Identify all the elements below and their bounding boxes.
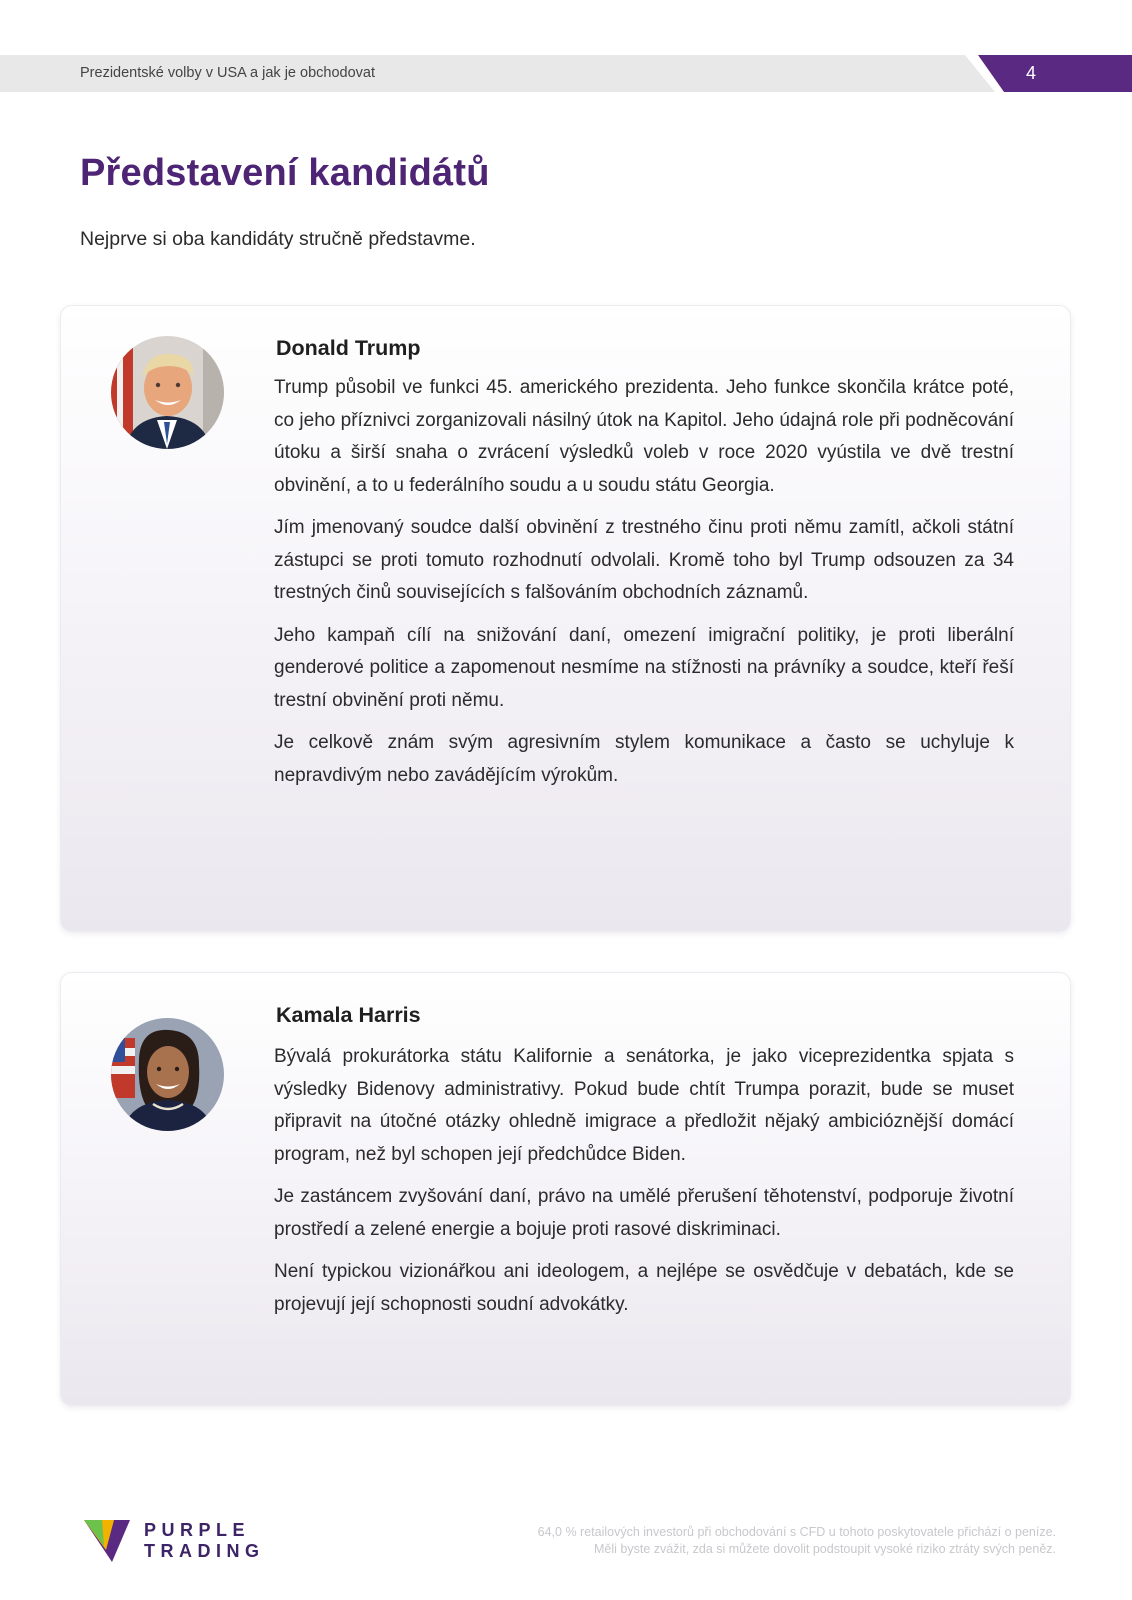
candidate-name: Kamala Harris [276,1003,421,1027]
risk-disclaimer: 64,0 % retailových investorů při obchodování s CFD u tohoto poskytovatele přichází o peníze. Měli byste zvážit, zda si můžete dovolit podstoupit vysoké riziko ztráty svých peněz. [537,1525,1056,1556]
bio-paragraph: Není typickou vizionářkou ani ideologem, a nejlépe se osvědčuje v debatách, kde se projevují její schopnosti soudní advokátky. [274,1261,1014,1315]
harris-portrait [111,1018,224,1131]
header-title: Prezidentské volby v USA a jak je obchodovat [80,65,375,81]
candidate-card-trump [60,305,1071,932]
bio-paragraph: Je celkově znám svým agresivním stylem komunikace a často se uchyluje k nepravdivým nebo zavádějícím výrokům. [274,732,1014,786]
header-purple-tab [978,55,1132,92]
trump-portrait [111,336,224,449]
bio-paragraph: Jeho kampaň cílí na snižování daní, omezení imigrační politiky, je proti liberální genderové politice a zapomenout nesmíme na stížnosti na právníky a soudce, kteří řeší trestní obvinění proti němu. [274,624,1014,711]
candidate-bio [274,372,1014,802]
candidate-bio [274,1041,1014,1331]
candidate-name: Donald Trump [276,336,421,360]
bio-paragraph: Jím jmenovaný soudce další obvinění z trestného činu proti němu zamítl, ačkoli státní zástupci se proti tomuto rozhodnutí odvolali. Kromě toho byl Trump odsouzen za 34 trestných činů souvisejících s falšováním obchodních záznamů. [274,517,1014,603]
bio-paragraph: Je zastáncem zvyšování daní, právo na umělé přerušení těhotenství, podporuje životní prostředí a zelené energie a bojuje proti rasové diskriminaci. [274,1186,1014,1240]
logo-mark-icon [84,1520,130,1562]
intro-text: Nejprve si oba kandidáty stručně představme. [80,228,476,250]
page-title: Představení kandidátů [80,152,490,194]
logo-wordmark: PURPLE TRADING [144,1520,265,1561]
candidate-card-harris [60,972,1071,1406]
header-band [0,55,1132,92]
bio-paragraph: Bývalá prokurátorka státu Kalifornie a senátorka, je jako viceprezidentka spjata s výsledky Bidenovy administrativy. Pokud bude chtít Trumpa porazit, bude se muset připravit na útočné otázky ohledně imigrace a předložit nějaký ambicióznější domácí program, než byl schopen její předchůdce Biden. [274,1046,1014,1165]
bio-paragraph: Trump působil ve funkci 45. amerického prezidenta. Jeho funkce skončila krátce poté, co jeho příznivci zorganizovali násilný útok na Kapitol. Jeho údajná role při podněcování útoku a širší snaha o zvrácení výsledků voleb v roce 2020 vyústila ve dvě trestní obvinění, a to u federálního soudu a u soudu státu Georgia. [274,377,1014,496]
page-number: 4 [1026,63,1037,83]
purple-trading-logo [84,1520,274,1564]
